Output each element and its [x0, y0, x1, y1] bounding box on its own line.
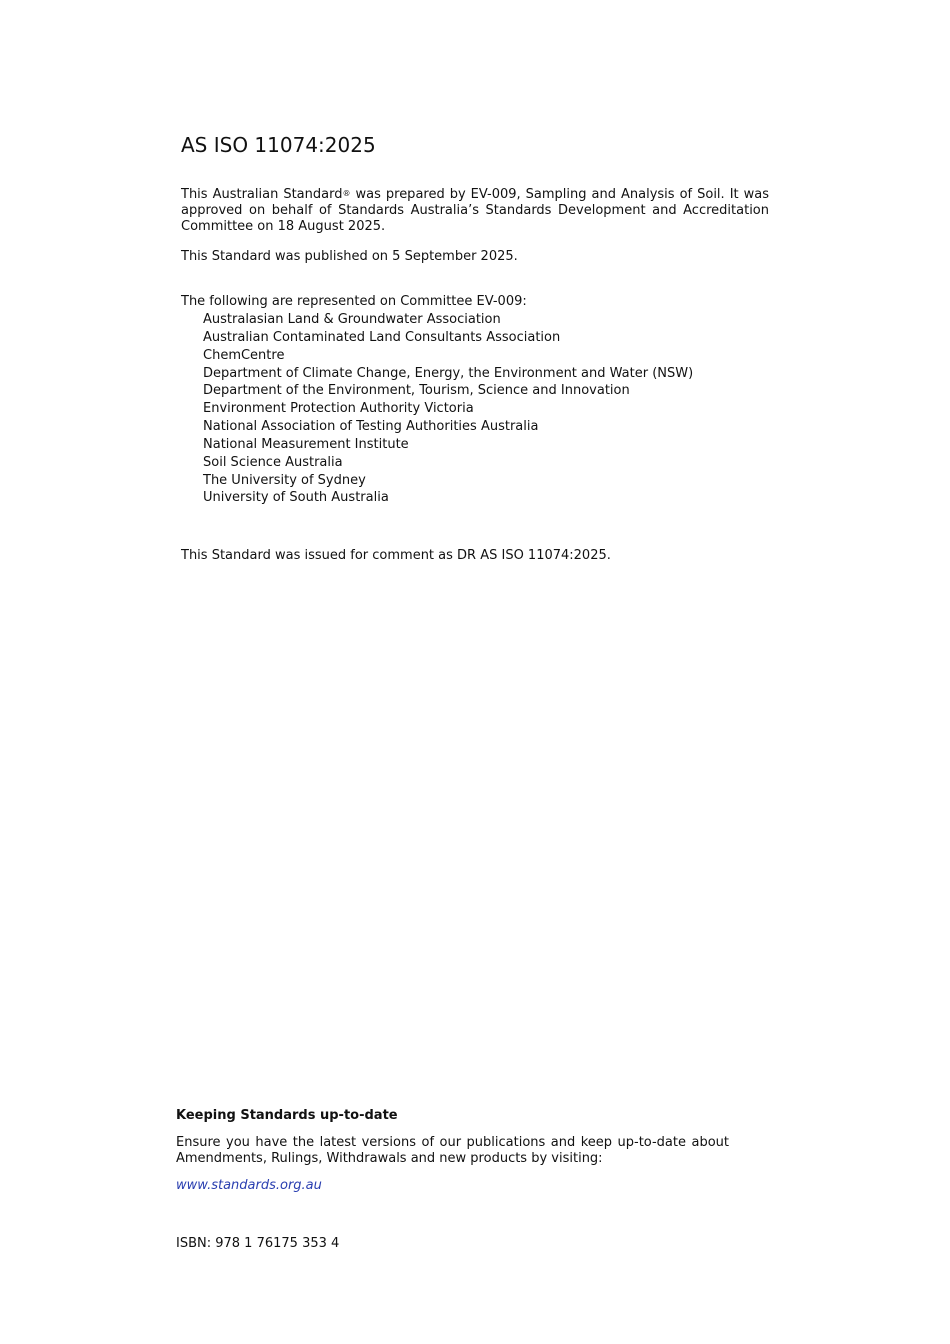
document-title: AS ISO 11074:2025 [181, 133, 376, 157]
committee-member: Soil Science Australia [203, 454, 343, 470]
committee-member: Australasian Land & Groundwater Association [203, 312, 501, 327]
intro-paragraph [181, 187, 769, 235]
committee-member: Environment Protection Authority Victoria [203, 401, 474, 417]
published-date-paragraph: This Standard was published on 5 September 2025. [181, 249, 518, 264]
registered-trademark-symbol: ® [342, 189, 351, 198]
intro-text-start: This Australian Standard [181, 187, 343, 202]
keeping-standards-heading: Keeping Standards up-to-date [176, 1108, 398, 1123]
standards-website-link[interactable]: www.standards.org.au [176, 1178, 322, 1193]
committee-member: Department of the Environment, Tourism, Science and Innovation [203, 383, 630, 399]
committee-member: National Association of Testing Authorities Australia [203, 419, 539, 435]
committee-member: The University of Sydney [203, 472, 366, 488]
intro-text-end: was prepared by EV-009, Sampling and Analysis of Soil. It was approved on behalf of Standards Australia’s Standards Development and Accreditation Committee on 18 August 2025. [181, 187, 770, 234]
committee-member: Department of Climate Change, Energy, the Environment and Water (NSW) [203, 365, 694, 381]
issued-for-comment-paragraph: This Standard was issued for comment as DR AS ISO 11074:2025. [181, 548, 611, 563]
isbn-number: ISBN: 978 1 76175 353 4 [176, 1236, 340, 1251]
committee-member: Australian Contaminated Land Consultants Association [203, 329, 561, 345]
committee-heading: The following are represented on Committee EV-009: [181, 294, 527, 309]
keeping-standards-text: Ensure you have the latest versions of our publications and keep up-to-date about Amendments, Rulings, Withdrawals and new products by visiting: [176, 1135, 729, 1166]
committee-member: National Measurement Institute [203, 436, 409, 452]
committee-member: University of South Australia [203, 490, 389, 506]
committee-member: ChemCentre [203, 347, 285, 363]
committee-member-list [203, 311, 693, 507]
